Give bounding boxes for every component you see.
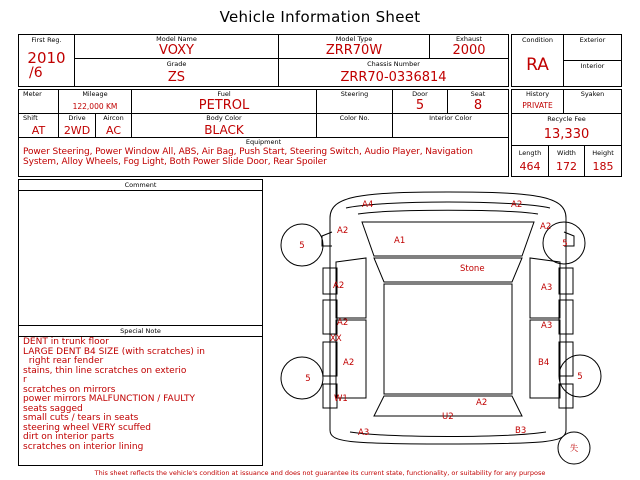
special-note-line: stains, thin line scratches on exterio [23,365,187,376]
front-bumper-inner [358,210,538,214]
length-label: Length [518,149,542,157]
tire-fr-value: 5 [562,239,568,249]
door-label: Door [412,90,428,98]
condition-value: RA [526,55,549,75]
tire-rl-value: 5 [305,374,311,384]
shift-cell [18,113,59,138]
model-name-cell [74,34,279,59]
meter-label: Meter [23,90,42,98]
chassis-value: ZRR70-0336814 [340,70,447,85]
recycle-fee-label: Recycle Fee [547,115,586,123]
door-cell [392,89,448,114]
comment-box [18,179,263,326]
special-note-text [23,338,258,452]
mark-stone: Stone [460,264,485,274]
model-type-label: Model Type [335,35,373,43]
shift-label: Shift [23,114,38,122]
special-note-line: LARGE DENT B4 SIZE (with scratches) in [23,346,206,357]
color-no-cell [316,113,393,138]
first-reg-cell [18,34,75,87]
tire-rr-value: 5 [577,372,583,382]
drive-label: Drive [68,114,86,122]
mark-b3-bottom: B3 [515,426,527,436]
fuel-cell [131,89,317,114]
condition-cell [511,34,564,87]
mark-a3-right-mid: A3 [541,283,553,293]
fuel-value: PETROL [198,98,250,113]
grade-label: Grade [166,60,187,68]
history-label: History [525,90,550,98]
body-color-value: BLACK [204,123,244,137]
interior-cell [563,60,622,87]
fuel-label: Fuel [217,90,231,98]
aircon-label: Aircon [103,114,124,122]
special-note-line: steering wheel VERY scuffed [23,422,151,433]
mileage-label: Mileage [82,90,108,98]
chassis-label: Chassis Number [367,60,420,68]
recycle-fee-cell [511,113,622,146]
first-reg-month: /6 [29,65,43,81]
mark-a3-bottom: A3 [358,428,370,438]
car-damage-diagram [270,180,628,468]
grade-cell [74,58,279,87]
mileage-cell [58,89,132,114]
mark-a2-right-front: A2 [540,222,552,232]
mark-a2-rear-center: A2 [476,398,488,408]
special-note-line: scratches on mirrors [23,384,116,395]
disclaimer-text: This sheet reflects the vehicle's condition at issuance and does not guarantee its current state, functionality, or suitability for any purpose [94,469,546,477]
width-value: 172 [556,160,577,173]
mark-a4-top: A4 [362,200,374,210]
special-note-line: r [23,375,27,385]
special-note-line: seats sagged [23,403,83,414]
interior-color-label: Interior Color [429,114,472,122]
mark-b4: B4 [538,358,550,368]
sheet-title: Vehicle Information Sheet [219,8,421,26]
model-type-value: ZRR70W [325,43,383,58]
equipment-value: Power Steering, Power Window All, ABS, Air Bag, Push Start, Steering Switch, Audio Player, Navigation System, Alloy Wheels, Fog Light, Both Power Slide Door, Rear Spoiler [23,147,473,167]
recycle-fee-value: 13,330 [543,127,590,142]
height-value: 185 [592,160,614,173]
special-note-line: scratches on interior lining [23,441,144,452]
mark-a3-right-lower: A3 [541,321,553,331]
syaken-label: Syaken [580,90,605,98]
seat-label: Seat [470,90,486,98]
special-note-line: small cuts / tears in seats [23,413,139,423]
mark-a1: A1 [394,236,406,246]
door-value: 5 [415,98,425,113]
seat-value: 8 [473,98,483,113]
windshield [374,258,522,282]
model-name-label: Model Name [156,35,197,43]
mark-u2: U2 [442,412,454,422]
shift-value: AT [31,124,46,137]
height-cell [584,145,622,177]
special-note-line: power mirrors MALFUNCTION / FAULTY [23,394,196,404]
special-note-line: DENT in trunk floor [23,337,109,347]
model-type-cell [278,34,430,59]
condition-label: Condition [521,36,554,44]
body-color-label: Body Color [206,114,242,122]
mileage-value: 122,000 KM [72,102,118,111]
exterior-cell [563,34,622,61]
special-note-line: dirt on interior parts [23,432,115,442]
history-cell [511,89,564,114]
mark-a2-left-front: A2 [337,226,349,236]
seal-character: 失 [569,444,579,454]
mark-a2-left-mid: A2 [333,281,345,291]
equipment-cell [18,137,509,177]
width-label: Width [557,149,576,157]
exterior-label: Exterior [579,36,606,44]
equipment-label: Equipment [245,138,282,146]
height-label: Height [592,149,614,157]
exhaust-cell [429,34,509,59]
special-note-line: right rear fender [23,356,104,366]
drive-cell [58,113,96,138]
roof [384,284,512,394]
steering-label: Steering [340,90,369,98]
seat-cell [447,89,509,114]
chassis-cell [278,58,509,87]
mark-a2-left-lower: A2 [337,318,349,328]
drive-value: 2WD [63,124,91,137]
special-note-box [18,325,263,466]
body-color-cell [131,113,317,138]
grade-value: ZS [167,70,186,85]
color-no-label: Color No. [339,114,370,122]
mark-w1: W1 [334,394,348,404]
comment-label: Comment [19,181,262,191]
tire-rear-left [281,357,323,399]
history-value: PRIVATE [522,101,553,110]
steering-cell [316,89,393,114]
aircon-value: AC [105,124,121,137]
mark-a2-left-rear: A2 [343,358,355,368]
exhaust-value: 2000 [452,43,486,58]
interior-color-cell [392,113,509,138]
first-reg-year: 2010 [27,49,66,67]
hood-outline [362,222,534,256]
tire-fl-value: 5 [299,241,305,251]
meter-cell [18,89,59,114]
exhaust-label: Exhaust [455,35,483,43]
length-cell [511,145,549,177]
mark-xx: XX [330,334,342,344]
syaken-cell [563,89,622,114]
mark-a2-top-right: A2 [511,200,523,210]
width-cell [548,145,585,177]
aircon-cell [95,113,132,138]
length-value: 464 [519,160,541,173]
model-name-value: VOXY [159,43,194,58]
interior-label: Interior [580,62,605,70]
special-note-label: Special Note [19,327,262,337]
first-reg-label: First Reg. [31,36,62,44]
